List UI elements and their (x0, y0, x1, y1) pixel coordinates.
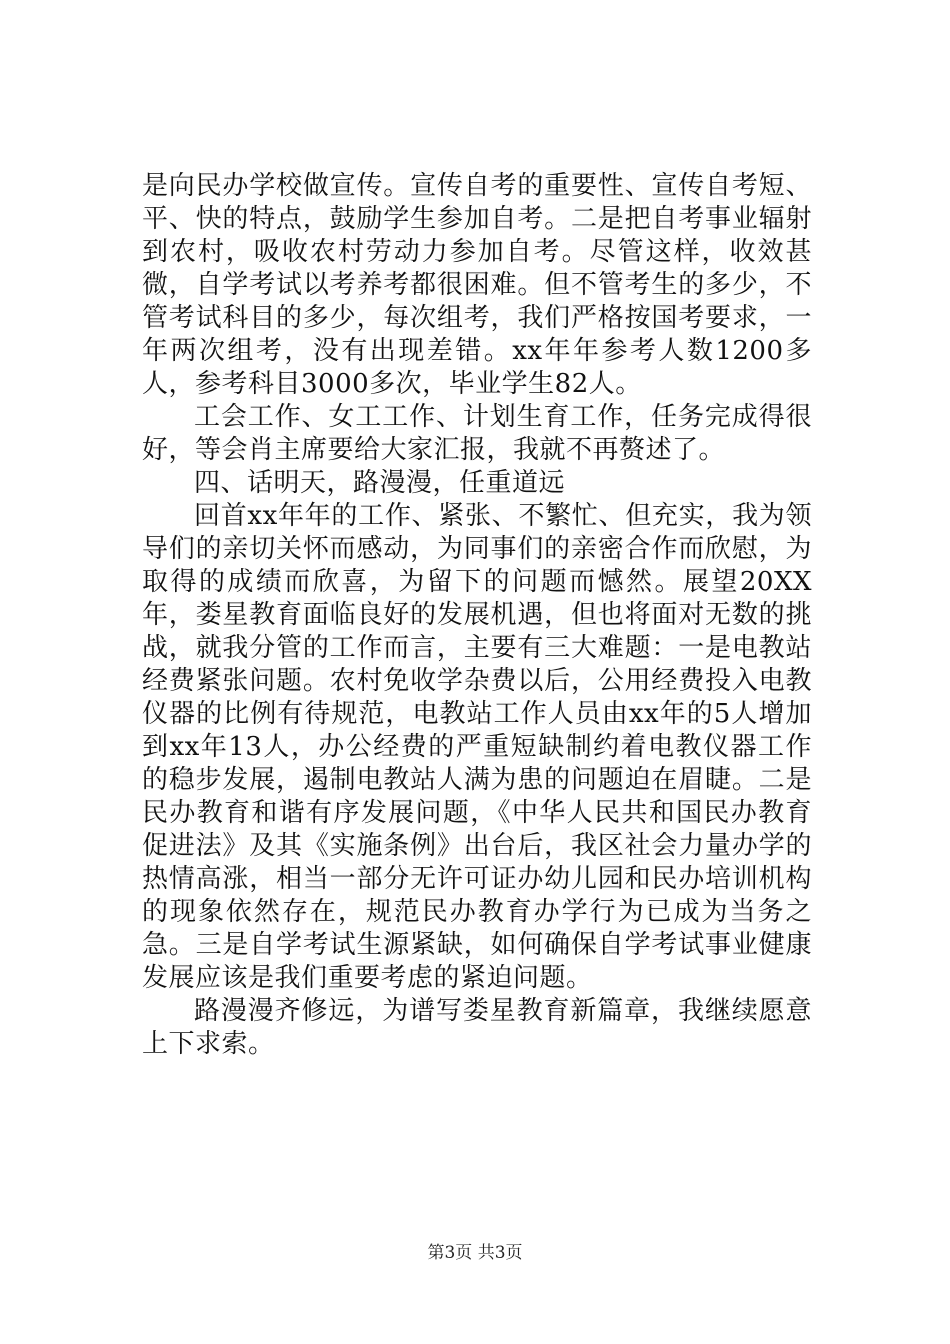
paragraph-1: 是向民办学校做宣传。宣传自考的重要性、宣传自考短、平、快的特点，鼓励学生参加自考。二是把自考事业辐射到农村，吸收农村劳动力参加自考。尽管这样，收效甚微，自学考试以考养考都很困难。但不管考生的多少，不管考试科目的多少，每次组考，我们严格按国考要求，一年两次组考，没有出现差错。xx年年参考人数1200多人，参考科目3000多次，毕业学生82人。 (142, 171, 812, 399)
paragraph-2: 工会工作、女工工作、计划生育工作，任务完成得很好，等会肖主席要给大家汇报，我就不再赘述了。 (142, 402, 812, 465)
paragraph-3: 回首xx年年的工作、紧张、不繁忙、但充实，我为领导们的亲切关怀而感动，为同事们的亲密合作而欣慰，为取得的成绩而欣喜，为留下的问题而憾然。展望20XX年，娄星教育面临良好的发展机遇，但也将面对无数的挑战，就我分管的工作而言，主要有三大难题：一是电教站经费紧张问题。农村免收学杂费以后，公用经费投入电教仪器的比例有待规范，电教站工作人员由xx年的5人增加到xx年13人，办公经费的严重短缺制约着电教仪器工作的稳步发展，遏制电教站人满为患的问题迫在眉睫。二是民办教育和谐有序发展问题，《中华人民共和国民办教育促进法》及其《实施条例》出台后，我区社会力量办学的热情高涨，相当一部分无许可证办幼儿园和民办培训机构的现象依然存在，规范民办教育办学行为已成为当务之急。三是自学考试生源紧缺，如何确保自学考试事业健康发展应该是我们重要考虑的紧迫问题。 (142, 501, 812, 993)
section-heading: 四、话明天，路漫漫，任重道远 (194, 468, 566, 498)
paragraph-4: 路漫漫齐修远，为谱写娄星教育新篇章，我继续愿意上下求索。 (142, 996, 812, 1059)
page-number-footer: 第3页 共3页 (427, 1243, 523, 1263)
document-body (142, 170, 812, 1061)
